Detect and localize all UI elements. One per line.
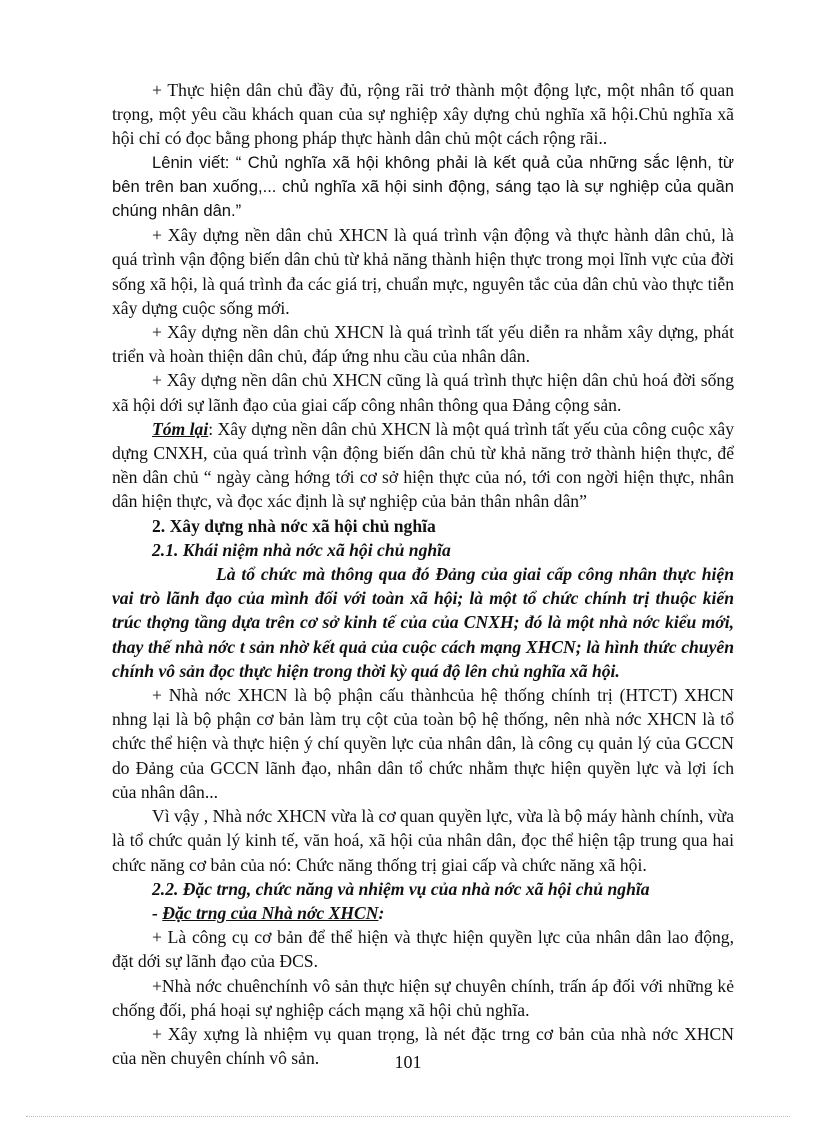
paragraph: +Nhà nớc chuênchính vô sản thực hiện sự chuyên chính, trấn áp đối với những kẻ chống đối, phá hoại sự nghiệp cách mạng xã hội chủ nghĩa. [112, 975, 734, 1020]
page-number: 101 [394, 1052, 422, 1072]
paragraph: + Xây dựng nền dân chủ XHCN cũng là quá trình thực hiện dân chủ hoá đời sống xã hội dới sự lãnh đạo của giai cấp công nhân thông qua Đảng cộng sản. [112, 370, 734, 415]
subsection-heading: 2.1. Khái niệm nhà nớc xã hội chủ nghĩa [152, 539, 451, 560]
definition-paragraph: Là tổ chức mà thông qua đó Đảng của giai cấp công nhân thực hiện vai trò lãnh đạo của mình đối với toàn xã hội; là một tổ chức chính trị thuộc kiến trúc thợng tầng dựa trên cơ sở kinh tế của của CNXH; đó là một nhà nớc kiểu mới, thay thế nhà nớc t sản nhờ kết quả của cuộc cách mạng XHCN; là hình thức chuyên chính vô sản đọc thực hiện trong thời kỳ quá độ lên chủ nghĩa xã hội. [112, 564, 734, 681]
paragraph: + Là công cụ cơ bản để thể hiện và thực hiện quyền lực của nhân dân lao động, đặt dới sự lãnh đạo của ĐCS. [112, 927, 734, 972]
paragraph: + Nhà nớc XHCN là bộ phận cấu thànhcủa hệ thống chính trị (HTCT) XHCN nhng lại là bộ phận cơ bản làm trụ cột của toàn bộ hệ thống, nên nhà nớc XHCN là tổ chức thể hiện và thực hiện ý chí quyền lực của nhân dân, là công cụ quản lý của GCCN do Đảng của GCCN lãnh đạo, nhân dân tổ chức nhằm thực hiện quyền lực và lợi ích của nhân dân... [112, 685, 734, 802]
summary-text: : Xây dựng nền dân chủ XHCN là một quá trình tất yếu của công cuộc xây dựng CNXH, của quá trình vận động biến dân chủ từ khả năng trở thành hiện thực, để nền dân chủ “ ngày càng hớng tới cơ sở hiện thực của nó, tới con ngời hiện thực, nhân dân hiện thực, và đọc xác định là sự nghiệp của bản thân nhân dân” [112, 418, 734, 512]
summary-label: Tóm lại [152, 418, 209, 439]
paragraph: + Xây xựng là nhiệm vụ quan trọng, là nét đặc trng cơ bản của nhà nớc XHCN của nền chuyên chính vô sản. [112, 1023, 734, 1069]
footer-divider [26, 1116, 790, 1117]
page-content [112, 78, 734, 1070]
paragraph: + Xây dựng nền dân chủ XHCN là quá trình tất yếu diễn ra nhằm xây dựng, phát triển và hoàn thiện dân chủ, đáp ứng nhu cầu của nhân dân. [112, 322, 734, 367]
quote-paragraph: Lênin viết: “ Chủ nghĩa xã hội không phải là kết quả của những sắc lệnh, từ bên trên ban xuống,... chủ nghĩa xã hội sinh động, sáng tạo là sự nghiệp của quần chúng nhân dân.” [112, 152, 734, 221]
paragraph: + Xây dựng nền dân chủ XHCN là quá trình vận động và thực hành dân chủ, là quá trình vận động biến dân chủ từ khả năng thành hiện thực trong mọi lĩnh vực của đời sống xã hội, là quá trình đa các giá trị, chuẩn mực, nguyên tắc của dân chủ vào thực tiễn xây dựng cuộc sống mới. [112, 225, 734, 318]
section-heading: 2. Xây dựng nhà nớc xã hội chủ nghĩa [152, 515, 436, 536]
dash-prefix: - [152, 902, 163, 923]
colon: : [378, 902, 385, 923]
summary-paragraph [112, 417, 734, 514]
paragraph: Vì vậy , Nhà nớc XHCN vừa là cơ quan quyền lực, vừa là bộ máy hành chính, vừa là tổ chức quản lý kinh tế, văn hoá, xã hội của nhân dân, đọc thể hiện tập trung qua hai chức năng cơ bản của nó: Chức năng thống trị giai cấp và chức năng xã hội. [112, 806, 734, 875]
features-label: Đặc trng của Nhà nớc XHCN [162, 902, 379, 923]
paragraph: + Thực hiện dân chủ đầy đủ, rộng rãi trở thành một động lực, một nhân tố quan trọng, một yêu cầu khách quan của sự nghiệp xây dựng chủ nghĩa xã hội.Chủ nghĩa xã hội chỉ có đọc bằng phong pháp thực hành dân chủ một cách rộng rãi.. [112, 80, 734, 149]
subsection-heading: 2.2. Đặc trng, chức năng và nhiệm vụ của nhà nớc xã hội chủ nghĩa [152, 878, 650, 899]
list-subheading [112, 901, 734, 925]
